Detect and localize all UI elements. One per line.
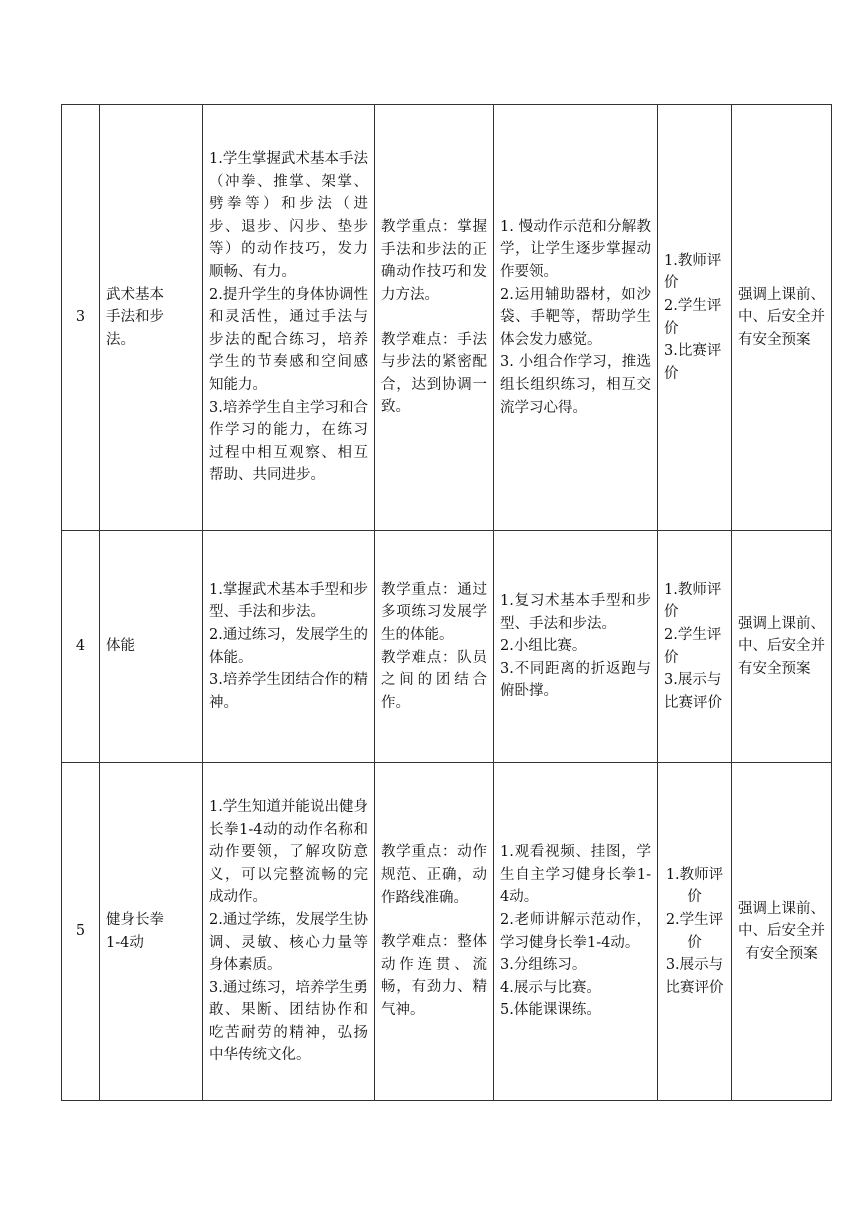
difficulty-text: 教学难点：手法与步法的紧密配合，达到协调一致。: [381, 331, 487, 416]
key-point-text: 教学重点：通过多项练习发展学生的体能。: [381, 581, 487, 643]
unit-name-cell: [100, 531, 203, 763]
safety-cell: [732, 763, 832, 1101]
evaluation-item: 1.教师评价: [664, 252, 722, 292]
evaluation-item: 2.学生评价: [664, 626, 722, 666]
method-item: 3.分组练习。: [500, 957, 587, 974]
evaluation-item: 3.展示与比赛评价: [664, 672, 722, 711]
evaluation-item: 3.展示与比赛评价: [665, 957, 724, 996]
method-item: 1.复习术基本手型和步型、手法和步法。: [500, 593, 651, 632]
goals-cell: [203, 531, 375, 763]
safety-text: 强调上课前、中、后安全并有安全预案: [738, 286, 825, 348]
unit-name-cell: [100, 763, 203, 1101]
evaluation-item: 1.教师评价: [665, 866, 724, 906]
row-number: 5: [62, 763, 100, 1101]
evaluation-item: 1.教师评价: [664, 581, 722, 621]
goal-item: 2.通过练习，发展学生的体能。: [209, 626, 368, 666]
unit-name-cell: [100, 105, 203, 531]
difficulty-text: 教学难点：整体动作连贯、流畅，有劲力、精气神。: [381, 934, 487, 1018]
goal-item: 1.掌握武术基本手型和步型、手法和步法。: [209, 581, 368, 621]
method-item: 1.观看视频、挂图，学生自主学习健身长拳1-4动。: [500, 844, 651, 906]
unit-name-line: 1-4动: [106, 934, 144, 951]
methods-cell: [494, 105, 658, 531]
row-number: 3: [62, 105, 100, 531]
evaluation-item: 2.学生评价: [664, 297, 722, 337]
safety-text: 强调上课前、中、后安全并有安全预案: [738, 900, 825, 962]
safety-text: 强调上课前、中、后安全并有安全预案: [738, 615, 825, 677]
key-point-text: 教学重点：掌握手法和步法的正确动作技巧和发力方法。: [381, 219, 487, 303]
table-row: [62, 105, 832, 531]
row-number: 4: [62, 531, 100, 763]
methods-cell: [494, 531, 658, 763]
table-row: [62, 763, 832, 1101]
goal-item: 1.学生知道并能说出健身长拳1-4动的动作名称和动作要领，了解攻防意义，可以完整流畅的完成动作。: [209, 798, 368, 906]
method-item: 2.运用辅助器材，如沙袋、手靶等，帮助学生体会发力感觉。: [500, 286, 651, 348]
goal-item: 3.通过练习，培养学生勇敢、果断、团结协作和吃苦耐劳的精神，弘扬中华传统文化。: [209, 979, 368, 1064]
unit-name-line: 体能: [106, 638, 135, 655]
goal-item: 3.培养学生团结合作的精神。: [209, 672, 368, 711]
method-item: 5.体能课课练。: [500, 1002, 601, 1019]
method-item: 4.展示与比赛。: [500, 979, 601, 996]
method-item: 2.老师讲解示范动作，学习健身长拳1-4动。: [500, 911, 651, 951]
goal-item: 1.学生掌握武术基本手法（冲拳、推掌、架掌、劈拳等）和步法（进步、退步、闪步、垫步等）的动作技巧，发力顺畅、有力。: [209, 151, 368, 281]
goal-item: 2.提升学生的身体协调性和灵活性，通过手法与步法的配合练习，培养学生的节奏感和空间感知能力。: [209, 286, 368, 393]
method-item: 3.不同距离的折返跑与俯卧撑。: [500, 660, 651, 700]
table-row: [62, 531, 832, 763]
difficulty-text: 教学难点：队员之间的团结合作。: [381, 649, 487, 711]
evaluation-cell: [658, 531, 732, 763]
goal-item: 3.培养学生自主学习和合作学习的能力，在练习过程中相互观察、相互帮助、共同进步。: [209, 399, 368, 484]
evaluation-item: 3.比赛评价: [664, 343, 722, 382]
evaluation-cell: [658, 105, 732, 531]
key-point-text: 教学重点：动作规范、正确，动作路线准确。: [381, 844, 487, 906]
lesson-plan-table: [61, 104, 832, 1101]
evaluation-cell: [658, 763, 732, 1101]
method-item: 2.小组比赛。: [500, 638, 587, 655]
goals-cell: [203, 105, 375, 531]
evaluation-item: 2.学生评价: [665, 911, 724, 951]
unit-name-line: 法。: [106, 331, 135, 348]
method-item: 3. 小组合作学习，推选组长组织练习，相互交流学习心得。: [500, 354, 651, 416]
unit-name-line: 健身长拳: [106, 911, 164, 928]
unit-name-line: 武术基本: [106, 286, 164, 303]
key-difficult-points-cell: [375, 763, 494, 1101]
safety-cell: [732, 105, 832, 531]
goals-cell: [203, 763, 375, 1101]
methods-cell: [494, 763, 658, 1101]
goal-item: 2.通过学练，发展学生协调、灵敏、核心力量等身体素质。: [209, 911, 368, 974]
unit-name-line: 手法和步: [106, 309, 164, 326]
key-difficult-points-cell: [375, 105, 494, 531]
safety-cell: [732, 531, 832, 763]
method-item: 1. 慢动作示范和分解教学，让学生逐步掌握动作要领。: [500, 218, 651, 281]
key-difficult-points-cell: [375, 531, 494, 763]
